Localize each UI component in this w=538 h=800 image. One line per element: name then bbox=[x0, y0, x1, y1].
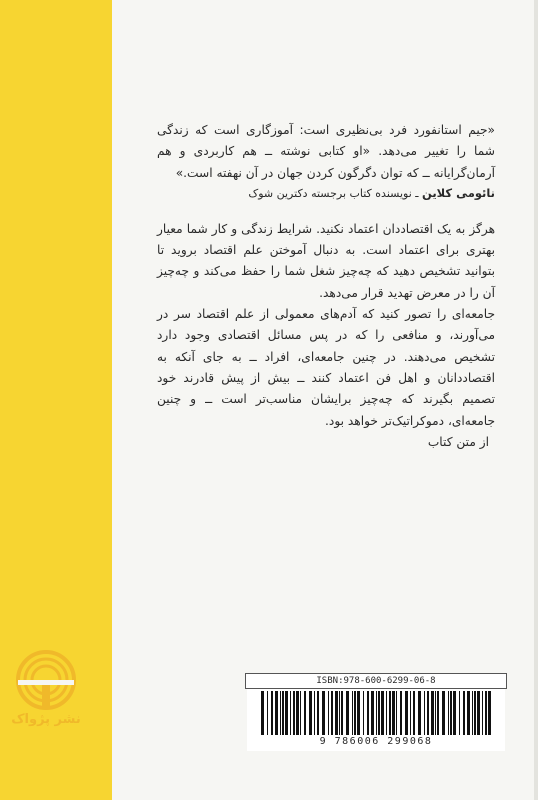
body-paragraph-1: هرگز به یک اقتصاددان اعتماد نکنید. شرایط زندگی و کار شما معیار بهتری برای اعتماد است. به دنبال آموختن علم اقتصاد بروید تا بتوانید تشخیص دهید که چه‌چیز شغل شما را حفظ می‌کند و چه‌چیز آن را در معرض تهدید قرار می‌دهد. bbox=[157, 221, 495, 300]
body-paragraph-2: جامعه‌ای را تصور کنید که آدم‌های معمولی از علم اقتصاد سر در می‌آورند، و منافعی را که در پس مسائل اقتصادی وجود دارد تشخیص می‌دهند. در چنین جامعه‌ای، افراد ــ به جای آنکه به اقتصاددانان و اهل فن اعتماد کنند ــ بیش از پیش قادرند خود تصمیم بگیرند که چه‌چیز برایشان مناسب‌تر است ــ و چنین جامعه‌ای، دموکراتیک‌تر خواهد بود. bbox=[157, 307, 495, 428]
source-note: از متن کتاب bbox=[427, 434, 489, 449]
publisher-logo-icon bbox=[16, 650, 76, 710]
quote-author: نائومی کلاین bbox=[421, 185, 495, 200]
quote-attribution bbox=[157, 184, 495, 203]
endorsement-quote: «جیم استانفورد فرد بی‌نظیری است: آموزگاری است که زندگی شما را تغییر می‌دهد. «او کتابی نوشته ــ هم کاربردی و هم آرمان‌گرایانه ــ که توان دگرگون کردن جهان در آن نهفته است.» bbox=[157, 123, 495, 180]
page-edge bbox=[534, 0, 538, 800]
barcode-digits: 9 786006 299068 bbox=[247, 735, 505, 749]
isbn-label: ISBN:978-600-6299-06-8 bbox=[245, 673, 507, 689]
publisher-name: نشر پژواک bbox=[11, 712, 81, 727]
back-cover-text bbox=[157, 120, 495, 453]
quote-author-description: ـ نویسنده کتاب برجسته دکترین شوک bbox=[248, 186, 419, 200]
